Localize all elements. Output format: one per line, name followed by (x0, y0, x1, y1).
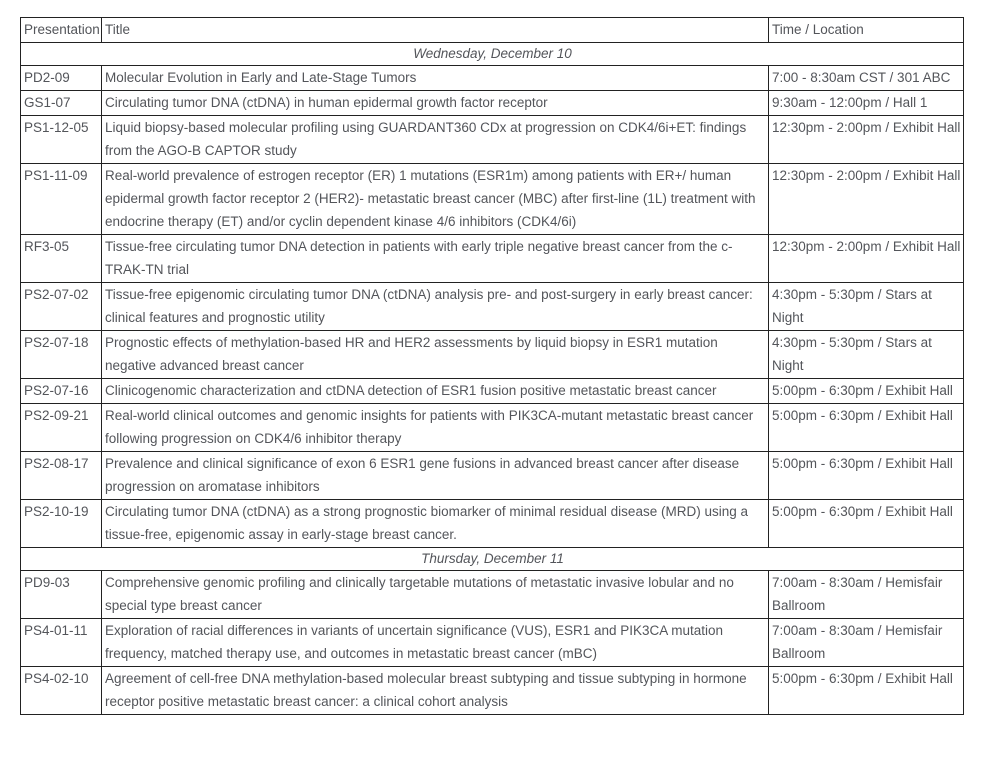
time-location-cell: 4:30pm - 5:30pm / Stars at Night (769, 331, 964, 379)
session-row (21, 500, 964, 548)
date-section-row (21, 43, 964, 66)
header-row (21, 18, 964, 43)
time-location-cell: 12:30pm - 2:00pm / Exhibit Hall (769, 235, 964, 283)
session-row (21, 66, 964, 91)
time-location-cell: 5:00pm - 6:30pm / Exhibit Hall (769, 500, 964, 548)
time-location-cell: 5:00pm - 6:30pm / Exhibit Hall (769, 404, 964, 452)
presentation-id-cell: PD9-03 (21, 571, 102, 619)
session-row (21, 667, 964, 715)
schedule-table-header (21, 18, 964, 43)
time-location-cell: 12:30pm - 2:00pm / Exhibit Hall (769, 116, 964, 164)
date-section-label: Thursday, December 11 (21, 548, 964, 571)
date-section-label: Wednesday, December 10 (21, 43, 964, 66)
session-title-cell: Tissue-free epigenomic circulating tumor DNA (ctDNA) analysis pre- and post-surgery in early breast cancer: clinical features and prognostic utility (102, 283, 769, 331)
presentation-id-cell: PS4-02-10 (21, 667, 102, 715)
presentation-id-cell: PS1-12-05 (21, 116, 102, 164)
presentation-id-cell: PD2-09 (21, 66, 102, 91)
presentation-id-cell: PS2-07-16 (21, 379, 102, 404)
session-title-cell: Prognostic effects of methylation-based HR and HER2 assessments by liquid biopsy in ESR1 mutation negative advanced breast cancer (102, 331, 769, 379)
session-title-cell: Circulating tumor DNA (ctDNA) in human epidermal growth factor receptor (102, 91, 769, 116)
schedule-table-body (21, 43, 964, 715)
session-row (21, 404, 964, 452)
session-row (21, 571, 964, 619)
time-location-cell: 5:00pm - 6:30pm / Exhibit Hall (769, 667, 964, 715)
column-header-presentation: Presentation (21, 18, 102, 43)
column-header-time-location: Time / Location (769, 18, 964, 43)
time-location-cell: 5:00pm - 6:30pm / Exhibit Hall (769, 379, 964, 404)
session-row (21, 379, 964, 404)
session-title-cell: Liquid biopsy-based molecular profiling using GUARDANT360 CDx at progression on CDK4/6i+ET: findings from the AGO-B CAPTOR study (102, 116, 769, 164)
session-row (21, 235, 964, 283)
time-location-cell: 7:00 - 8:30am CST / 301 ABC (769, 66, 964, 91)
session-row (21, 331, 964, 379)
session-title-cell: Tissue-free circulating tumor DNA detection in patients with early triple negative breast cancer from the c-TRAK-TN trial (102, 235, 769, 283)
time-location-cell: 4:30pm - 5:30pm / Stars at Night (769, 283, 964, 331)
time-location-cell: 5:00pm - 6:30pm / Exhibit Hall (769, 452, 964, 500)
session-row (21, 452, 964, 500)
presentation-id-cell: PS2-10-19 (21, 500, 102, 548)
session-title-cell: Comprehensive genomic profiling and clinically targetable mutations of metastatic invasive lobular and no special type breast cancer (102, 571, 769, 619)
session-title-cell: Agreement of cell-free DNA methylation-based molecular breast subtyping and tissue subtyping in hormone receptor positive metastatic breast cancer: a clinical cohort analysis (102, 667, 769, 715)
presentation-id-cell: PS4-01-11 (21, 619, 102, 667)
presentation-id-cell: PS2-09-21 (21, 404, 102, 452)
column-header-title: Title (102, 18, 769, 43)
time-location-cell: 9:30am - 12:00pm / Hall 1 (769, 91, 964, 116)
session-row (21, 116, 964, 164)
session-row (21, 91, 964, 116)
presentation-id-cell: PS1-11-09 (21, 164, 102, 235)
presentation-id-cell: PS2-07-02 (21, 283, 102, 331)
time-location-cell: 12:30pm - 2:00pm / Exhibit Hall (769, 164, 964, 235)
session-row (21, 164, 964, 235)
schedule-table (20, 17, 964, 715)
presentation-id-cell: RF3-05 (21, 235, 102, 283)
session-row (21, 619, 964, 667)
session-title-cell: Circulating tumor DNA (ctDNA) as a strong prognostic biomarker of minimal residual disease (MRD) using a tissue-free, epigenomic assay in early-stage breast cancer. (102, 500, 769, 548)
session-title-cell: Molecular Evolution in Early and Late-Stage Tumors (102, 66, 769, 91)
session-title-cell: Real-world clinical outcomes and genomic insights for patients with PIK3CA-mutant metastatic breast cancer following progression on CDK4/6 inhibitor therapy (102, 404, 769, 452)
time-location-cell: 7:00am - 8:30am / Hemisfair Ballroom (769, 571, 964, 619)
session-title-cell: Exploration of racial differences in variants of uncertain significance (VUS), ESR1 and PIK3CA mutation frequency, matched therapy use, and outcomes in metastatic breast cancer (mBC) (102, 619, 769, 667)
session-title-cell: Prevalence and clinical significance of exon 6 ESR1 gene fusions in advanced breast cancer after disease progression on aromatase inhibitors (102, 452, 769, 500)
session-title-cell: Clinicogenomic characterization and ctDNA detection of ESR1 fusion positive metastatic breast cancer (102, 379, 769, 404)
session-row (21, 283, 964, 331)
presentation-id-cell: PS2-08-17 (21, 452, 102, 500)
time-location-cell: 7:00am - 8:30am / Hemisfair Ballroom (769, 619, 964, 667)
session-title-cell: Real-world prevalence of estrogen receptor (ER) 1 mutations (ESR1m) among patients with ER+/ human epidermal growth factor receptor 2 (HER2)- metastatic breast cancer (MBC) after first-line (1L) treatment with endocrine therapy (ET) and/or cyclin dependent kinase 4/6 inhibitors (CDK4/6i) (102, 164, 769, 235)
presentation-id-cell: GS1-07 (21, 91, 102, 116)
presentation-id-cell: PS2-07-18 (21, 331, 102, 379)
date-section-row (21, 548, 964, 571)
